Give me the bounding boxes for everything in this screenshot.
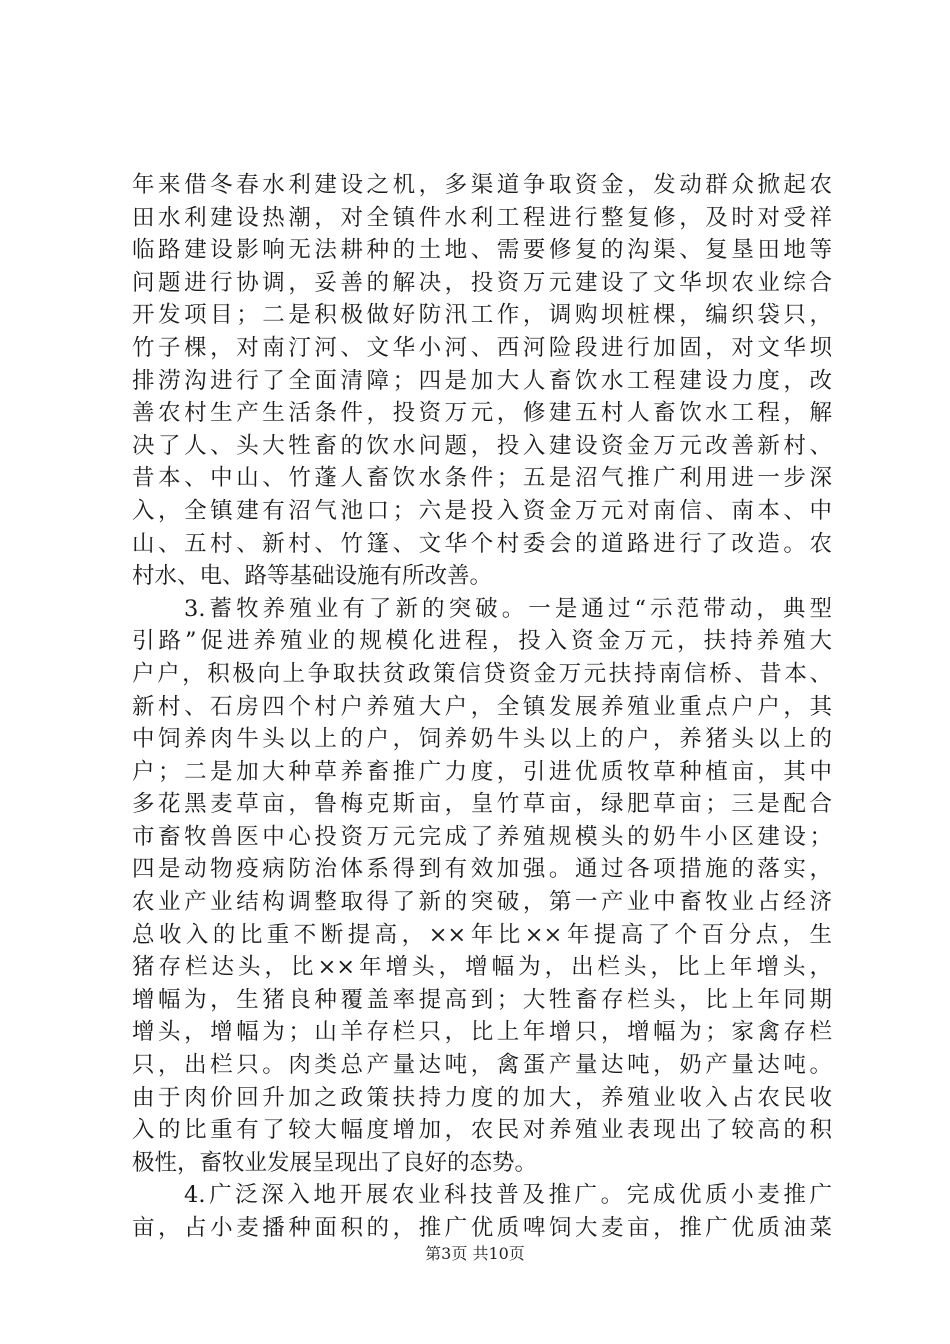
text-line: 年来借冬春水利建设之机，多渠道争取资金，发动群众掀起农 (132, 172, 832, 198)
text-line: 问题进行协调，妥善的解决，投资万元建设了文华坝农业综合 (132, 269, 832, 296)
text-line: 善农村生产生活条件，投资万元，修建五村人畜饮水工程，解 (132, 400, 832, 427)
text-line: 户户，积极向上争取扶贫政策信贷资金万元扶持南信桥、昔本、 (132, 660, 832, 687)
section-3-heading-line: 3.蓄牧养殖业有了新的突破。一是通过“示范带动，典型 (184, 595, 832, 622)
text-line: 农业产业结构调整取得了新的突破，第一产业中畜牧业占经济 (132, 889, 832, 916)
text-line: 多花黑麦草亩，鲁梅克斯亩，皇竹草亩，绿肥草亩；三是配合 (132, 791, 832, 818)
text-line: 市畜牧兽医中心投资万元完成了养殖规模头的奶牛小区建设； (132, 823, 832, 850)
text-line: 竹子棵，对南汀河、文华小河、西河险段进行加固，对文华坝 (132, 334, 832, 361)
text-line: 昔本、中山、竹蓬人畜饮水条件；五是沼气推广利用进一步深 (132, 465, 832, 492)
body-text (132, 169, 832, 1245)
text-line: 四是动物疫病防治体系得到有效加强。通过各项措施的落实， (132, 856, 832, 883)
text-line: 新村、石房四个村户养殖大户，全镇发展养殖业重点户户，其 (132, 693, 832, 720)
text-line: 猪存栏达头，比××年增头，增幅为，出栏头，比上年增头， (132, 954, 832, 981)
text-line: 增头，增幅为；山羊存栏只，比上年增只，增幅为；家禽存栏 (132, 1019, 832, 1046)
text-line: 入的比重有了较大幅度增加，农民对养殖业表现出了较高的积 (132, 1117, 832, 1144)
section-4-heading-line: 4.广泛深入地开展农业科技普及推广。完成优质小麦推广 (184, 1182, 832, 1209)
text-line: 极性，畜牧业发展呈现出了良好的态势。 (132, 1149, 538, 1176)
text-line: 田水利建设热潮，对全镇件水利工程进行整复修，及时对受祥 (132, 204, 832, 231)
text-line: 户；二是加大种草养畜推广力度，引进优质牧草种植亩，其中 (132, 758, 832, 785)
text-line: 总收入的比重不断提高，××年比××年提高了个百分点，生 (132, 921, 832, 948)
text-line: 村水、电、路等基础设施有所改善。 (132, 563, 493, 590)
text-line: 只，出栏只。肉类总产量达吨，禽蛋产量达吨，奶产量达吨。 (132, 1052, 832, 1079)
text-line: 亩，占小麦播种面积的，推广优质啤饲大麦亩，推广优质油菜 (132, 1215, 832, 1241)
page-number-footer: 第3页 共10页 (425, 1244, 525, 1263)
text-line: 决了人、头大牲畜的饮水问题，投入建设资金万元改善新村、 (132, 432, 832, 459)
text-line: 增幅为，生猪良种覆盖率提高到；大牲畜存栏头，比上年同期 (132, 986, 832, 1013)
text-line: 排涝沟进行了全面清障；四是加大人畜饮水工程建设力度，改 (132, 367, 832, 394)
text-line: 引路”促进养殖业的规模化进程，投入资金万元，扶持养殖大 (132, 628, 832, 655)
text-line: 入，全镇建有沼气池口；六是投入资金万元对南信、南本、中 (132, 497, 832, 524)
text-line: 由于肉价回升加之政策扶持力度的加大，养殖业收入占农民收 (132, 1084, 832, 1111)
text-line: 临路建设影响无法耕种的土地、需要修复的沟渠、复垦田地等 (132, 237, 832, 264)
text-line: 开发项目；二是积极做好防汛工作，调购坝桩棵，编织袋只， (132, 302, 832, 329)
text-line: 中饲养肉牛头以上的户，饲养奶牛头以上的户，养猪头以上的 (132, 726, 832, 753)
text-line: 山、五村、新村、竹篷、文华个村委会的道路进行了改造。农 (132, 530, 832, 557)
